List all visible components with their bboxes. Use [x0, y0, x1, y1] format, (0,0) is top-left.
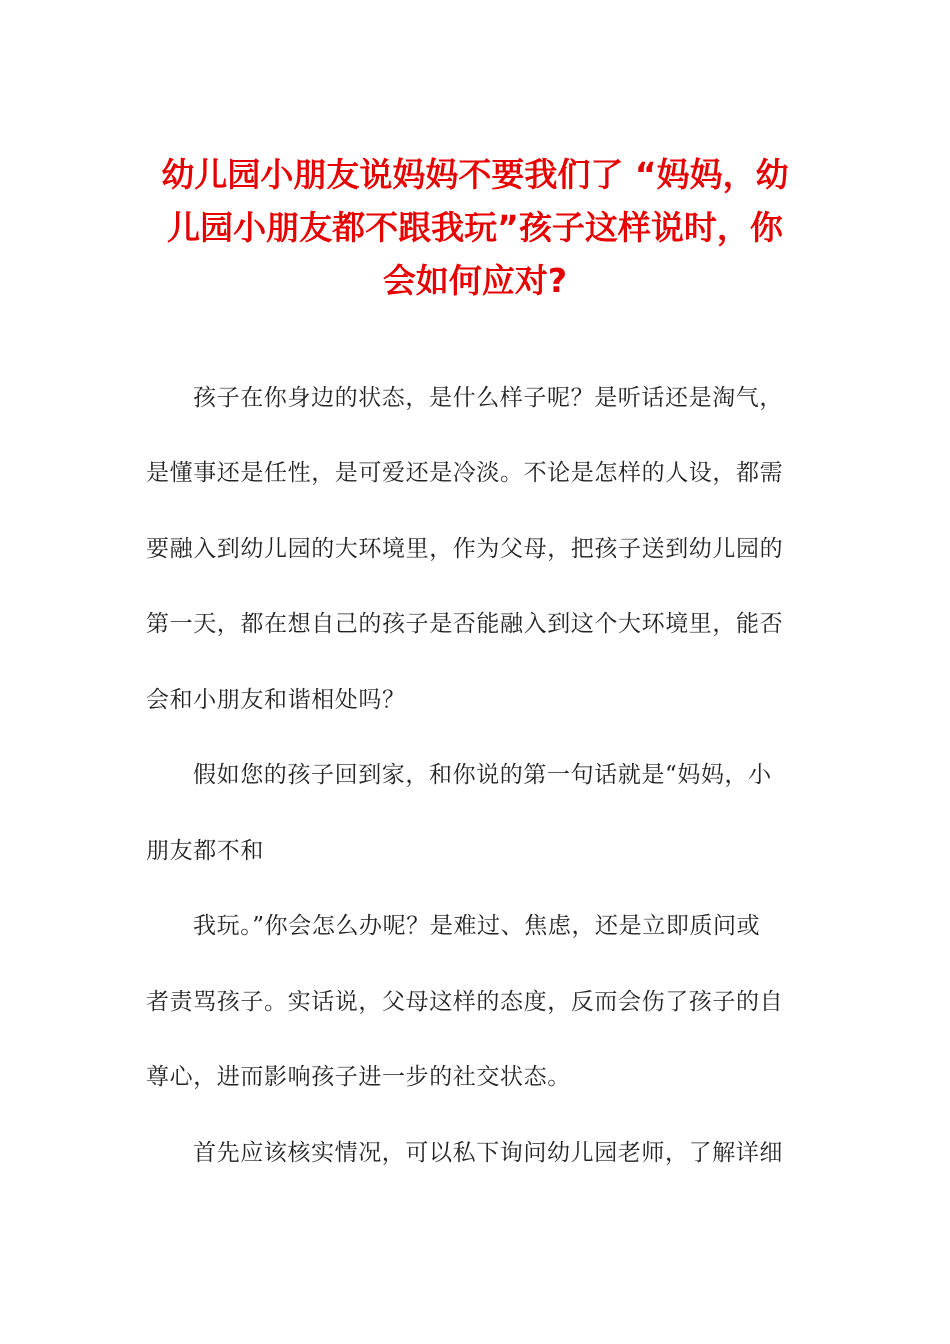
paragraph-2-line-2: 朋友都不和: [146, 838, 264, 864]
paragraph-1-line-5: 会和小朋友和谐相处吗？: [146, 687, 406, 713]
paragraph-4-line-1: 首先应该核实情况，可以私下询问幼儿园老师，了解详细: [193, 1140, 783, 1166]
paragraph-1-line-3: 要融入到幼儿园的大环境里，作为父母，把孩子送到幼儿园的: [146, 536, 784, 562]
paragraph-1-line-1: 孩子在你身边的状态，是什么样子呢？是听话还是淘气，: [193, 385, 783, 411]
paragraph-3-line-2: 者责骂孩子。实话说，父母这样的态度，反而会伤了孩子的自: [146, 989, 784, 1015]
document-title: [140, 148, 810, 307]
title-line: 会如何应对?: [382, 261, 568, 300]
paragraph-3-line-1: 我玩。”你会怎么办呢？是难过、焦虑，还是立即质问或: [193, 913, 761, 939]
paragraph-1-line-4: 第一天，都在想自己的孩子是否能融入到这个大环境里，能否: [146, 611, 784, 637]
title-line: 儿园小朋友都不跟我玩”孩子这样说时，你: [167, 208, 783, 247]
paragraph-1-line-2: 是懂事还是任性，是可爱还是冷淡。不论是怎样的人设，都需: [146, 460, 784, 486]
paragraph-3-line-3: 尊心，进而影响孩子进一步的社交状态。: [146, 1064, 571, 1090]
title-line: 幼儿园小朋友说妈妈不要我们了 “妈妈，幼: [161, 155, 789, 194]
paragraph-2-line-1: 假如您的孩子回到家，和你说的第一句话就是“妈妈，小: [193, 762, 772, 788]
